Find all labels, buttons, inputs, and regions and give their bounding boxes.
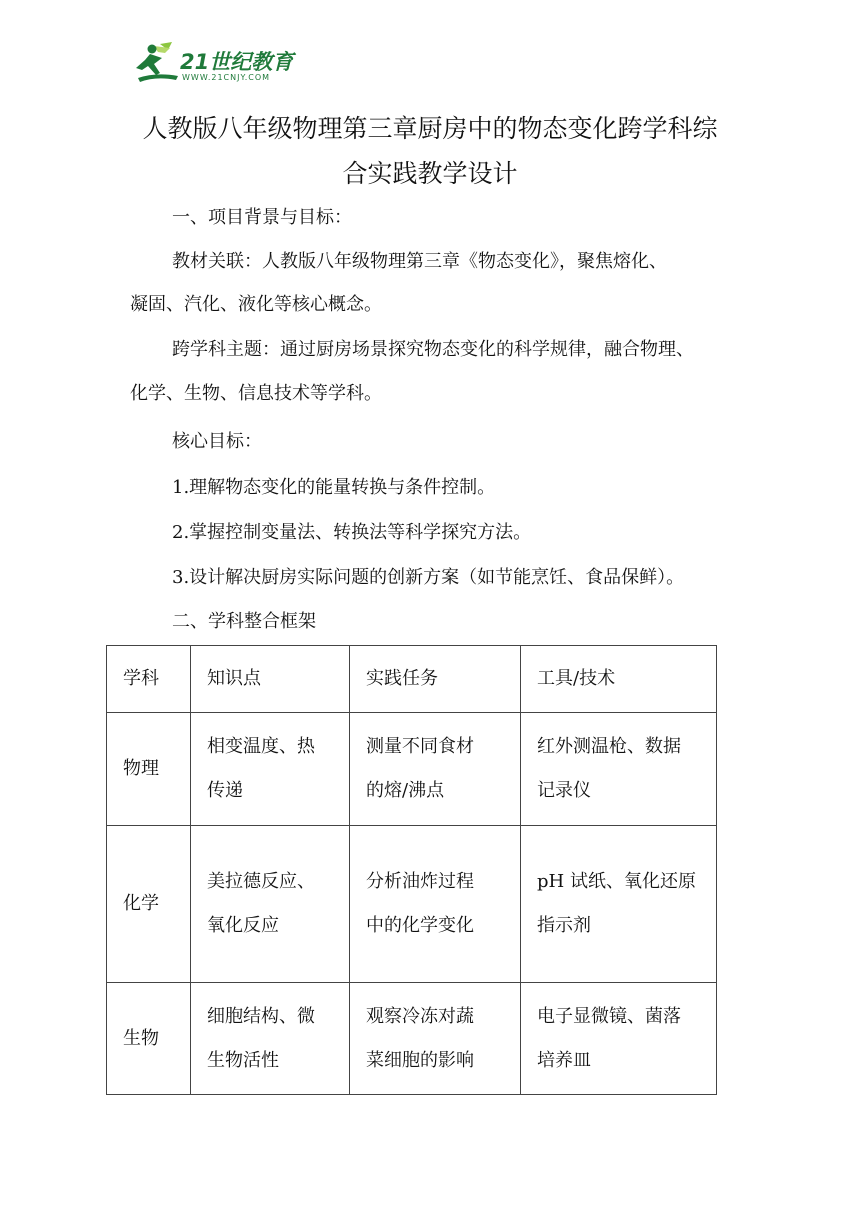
subject-framework-table	[106, 645, 717, 1095]
cell-knowledge	[191, 713, 350, 826]
section-heading-background: 一、项目背景与目标：	[172, 207, 352, 228]
goal-item-3: 3.设计解决厨房实际问题的创新方案（如节能烹饪、食品保鲜）。	[172, 567, 685, 588]
table-row	[107, 713, 717, 826]
goal-item-2: 2.掌握控制变量法、转换法等科学探究方法。	[172, 522, 532, 543]
runner-icon	[132, 40, 182, 86]
cell-knowledge	[191, 983, 350, 1095]
section-heading-framework: 二、学科整合框架	[172, 611, 316, 632]
cell-line: 观察冷冻对蔬	[366, 1005, 474, 1027]
cell-line: 美拉德反应、	[207, 871, 315, 892]
cell-line: 记录仪	[537, 780, 591, 801]
header-tools: 工具/技术	[521, 646, 717, 713]
cell-line: 菜细胞的影响	[366, 1049, 474, 1071]
cell-line: 红外测温枪、数据	[537, 736, 681, 757]
cell-knowledge	[191, 826, 350, 983]
document-title-line2: 合实践教学设计	[342, 159, 518, 188]
cell-line: 相变温度、热	[207, 736, 315, 757]
cell-line: 的熔/沸点	[366, 780, 445, 801]
cell-tools	[521, 983, 717, 1095]
goals-heading: 核心目标：	[172, 431, 262, 452]
logo-url: WWW.21CNJY.COM	[182, 73, 271, 82]
paragraph-theme-line1: 跨学科主题：通过厨房场景探究物态变化的科学规律，融合物理、	[172, 339, 694, 360]
logo-text: 21世纪教育	[180, 50, 294, 74]
cell-line: 传递	[207, 780, 243, 801]
goal-item-1: 1.理解物态变化的能量转换与条件控制。	[172, 477, 496, 498]
cell-tools	[521, 713, 717, 826]
cell-line: 分析油炸过程	[366, 871, 474, 892]
cell-subject: 生物	[107, 983, 191, 1095]
cell-tools	[521, 826, 717, 983]
cell-line: 培养皿	[537, 1049, 591, 1071]
table-row	[107, 826, 717, 983]
paragraph-theme-line2: 化学、生物、信息技术等学科。	[130, 383, 382, 404]
cell-line: 中的化学变化	[366, 915, 474, 936]
paragraph-material-line2: 凝固、汽化、液化等核心概念。	[130, 294, 382, 315]
header-subject: 学科	[107, 646, 191, 713]
cell-line: 氧化反应	[207, 915, 279, 936]
header-task: 实践任务	[350, 646, 521, 713]
header-knowledge: 知识点	[191, 646, 350, 713]
cell-line: pH 试纸、氧化还原	[537, 871, 696, 892]
table-row	[107, 983, 717, 1095]
cell-line: 测量不同食材	[366, 736, 474, 757]
table-header-row	[107, 646, 717, 713]
paragraph-material-line1: 教材关联：人教版八年级物理第三章《物态变化》，聚焦熔化、	[172, 251, 667, 272]
cell-task	[350, 983, 521, 1095]
cell-line: 指示剂	[537, 915, 591, 936]
document-title-line1: 人教版八年级物理第三章厨房中的物态变化跨学科综	[142, 114, 718, 143]
cell-line: 细胞结构、微	[207, 1005, 315, 1027]
cell-subject: 物理	[107, 713, 191, 826]
site-logo	[132, 40, 302, 86]
cell-task	[350, 713, 521, 826]
cell-line: 生物活性	[207, 1049, 279, 1071]
cell-task	[350, 826, 521, 983]
cell-line: 电子显微镜、菌落	[537, 1005, 681, 1027]
cell-subject: 化学	[107, 826, 191, 983]
